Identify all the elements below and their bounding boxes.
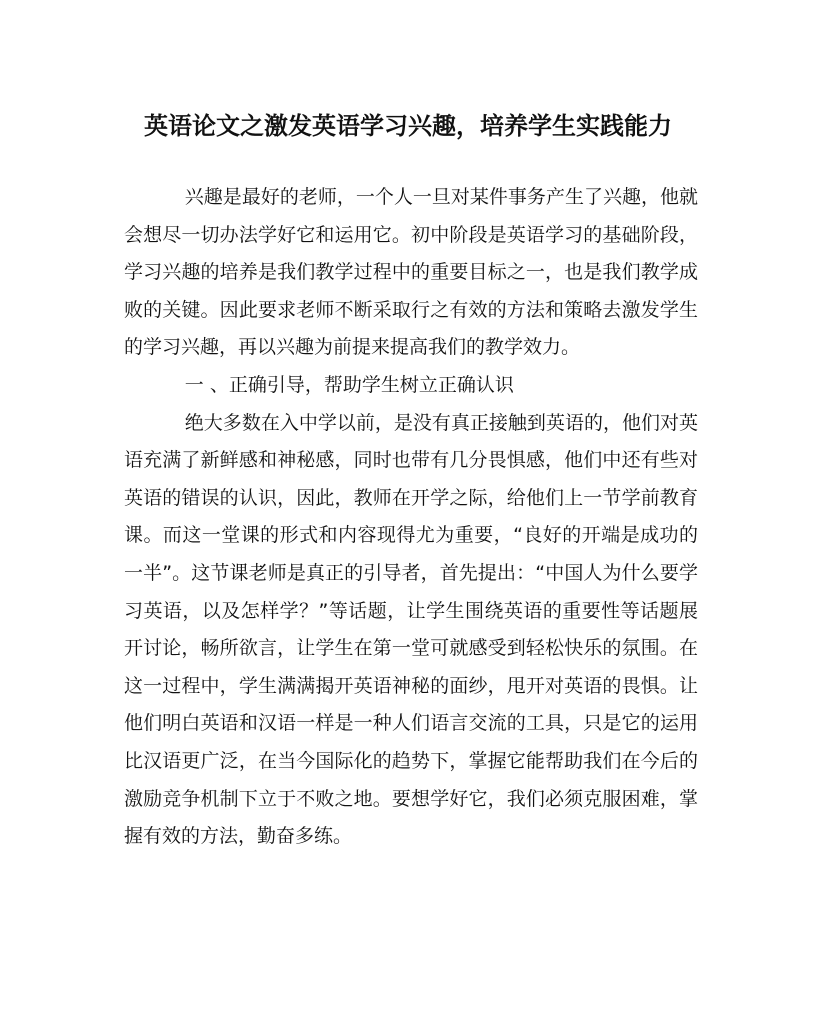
section-heading: 一 、正确引导，帮助学生树立正确认识	[184, 373, 514, 396]
document-title: 英语论文之激发英语学习兴趣，培养学生实践能力	[144, 111, 672, 140]
paragraph-section-1: 绝大多数在入中学以前，是没有真正接触到英语的，他们对英语充满了新鲜感和神秘感，同时也带有几分畏惧感，他们中还有些对英语的错误的认识，因此，教师在开学之际，给他们上一节学前教育课。而这一堂课的形式和内容现得尤为重要，“良好的开端是成功的一半”。这节课老师是真正的引导者，首先提出：“中国人为什么要学习英语，以及怎样学？”等话题，让学生围绕英语的重要性等话题展开讨论，畅所欲言，让学生在第一堂可就感受到轻松快乐的氛围。在这一过程中，学生满满揭开英语神秘的面纱，甩开对英语的畏惧。让他们明白英语和汉语一样是一种人们语言交流的工具，只是它的运用比汉语更广泛，在当今国际化的趋势下，掌握它能帮助我们在今后的激励竞争机制下立于不败之地。要想学好它，我们必须克服困难，掌握有效的方法，勤奋多练。	[124, 411, 698, 848]
paragraph-intro: 兴趣是最好的老师，一个人一旦对某件事务产生了兴趣，他就会想尽一切办法学好它和运用它。初中阶段是英语学习的基础阶段，学习兴趣的培养是我们教学过程中的重要目标之一，也是我们教学成败的关键。因此要求老师不断采取行之有效的方法和策略去激发学生的学习兴趣，再以兴趣为前提来提高我们的教学效力。	[124, 186, 698, 359]
document-body	[124, 179, 698, 856]
